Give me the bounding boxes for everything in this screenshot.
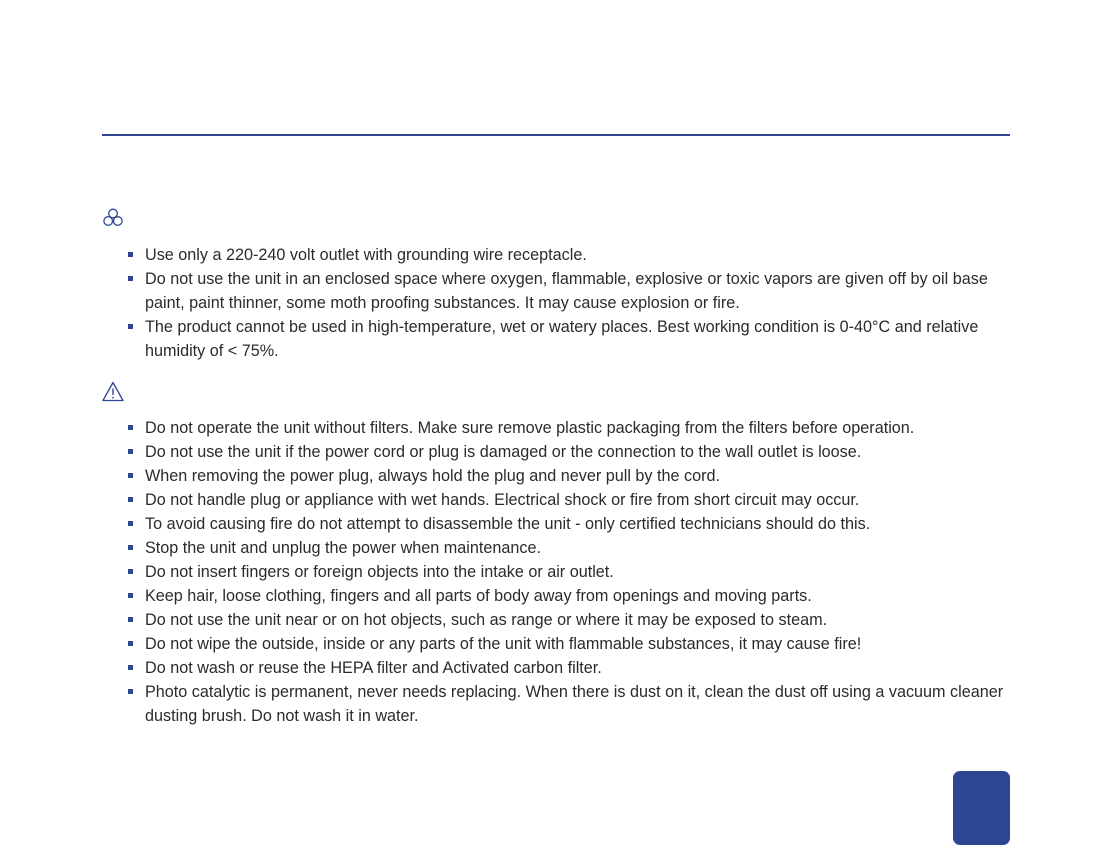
list-item: Photo catalytic is permanent, never needs replacing. When there is dust on it, clean the dust off using a vacuum cleaner dusting brush. Do not wash it in water. — [126, 680, 1006, 728]
page-tab — [953, 771, 1010, 845]
list-item: Do not wash or reuse the HEPA filter and Activated carbon filter. — [126, 656, 1006, 680]
environment-requirements-list — [126, 243, 1006, 363]
list-item: The product cannot be used in high-temperature, wet or watery places. Best working condition is 0-40°C and relative humidity of < 75%. — [126, 315, 1006, 363]
list-item: Use only a 220-240 volt outlet with grounding wire receptacle. — [126, 243, 1006, 267]
list-item: Stop the unit and unplug the power when maintenance. — [126, 536, 1006, 560]
list-item: Do not operate the unit without filters. Make sure remove plastic packaging from the filters before operation. — [126, 416, 1006, 440]
list-item: To avoid causing fire do not attempt to disassemble the unit - only certified technicians should do this. — [126, 512, 1006, 536]
list-item: Do not use the unit if the power cord or plug is damaged or the connection to the wall outlet is loose. — [126, 440, 1006, 464]
three-circles-icon — [101, 206, 125, 230]
list-item: Keep hair, loose clothing, fingers and all parts of body away from openings and moving parts. — [126, 584, 1006, 608]
list-item: When removing the power plug, always hold the plug and never pull by the cord. — [126, 464, 1006, 488]
list-item: Do not use the unit in an enclosed space where oxygen, flammable, explosive or toxic vapors are given off by oil base paint, paint thinner, some moth proofing substances. It may cause explosion or fire. — [126, 267, 1006, 315]
list-item: Do not insert fingers or foreign objects into the intake or air outlet. — [126, 560, 1006, 584]
warning-triangle-icon — [101, 380, 125, 404]
list-item: Do not use the unit near or on hot objects, such as range or where it may be exposed to steam. — [126, 608, 1006, 632]
list-item: Do not handle plug or appliance with wet hands. Electrical shock or fire from short circuit may occur. — [126, 488, 1006, 512]
safety-warnings-list — [126, 416, 1006, 728]
list-item: Do not wipe the outside, inside or any parts of the unit with flammable substances, it may cause fire! — [126, 632, 1006, 656]
header-divider — [102, 134, 1010, 136]
